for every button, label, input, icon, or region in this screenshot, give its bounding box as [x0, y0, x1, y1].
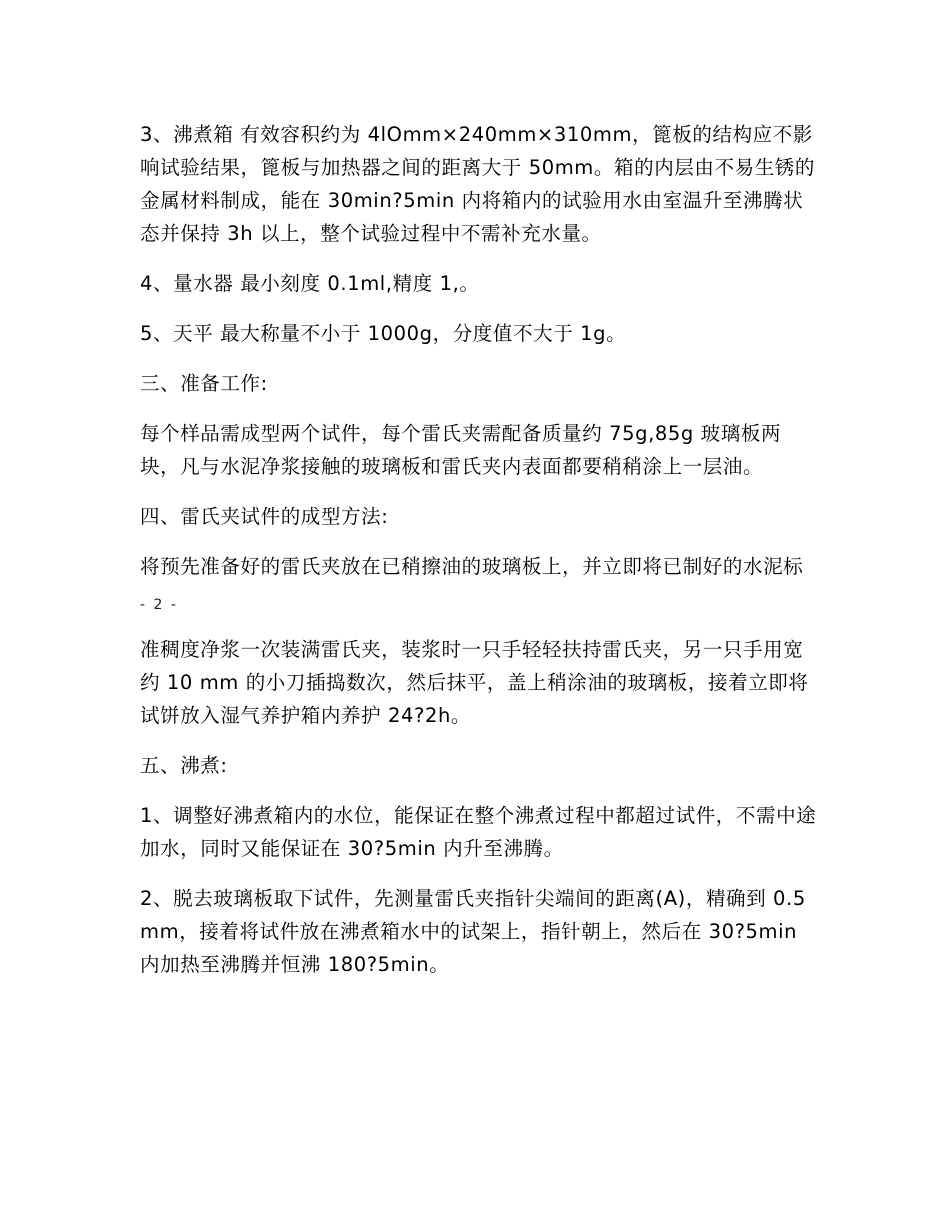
- paragraph-boiling-step-2: 2、脱去玻璃板取下试件，先测量雷氏夹指针尖端间的距离(A)，精确到 0.5 mm，接着将试件放在沸煮箱水中的试架上，指针朝上，然后在 30?5min 内加热至沸腾并恒沸 180?5min。: [140, 887, 813, 976]
- paragraph-forming-method: 将预先准备好的雷氏夹放在已稍擦油的玻璃板上，并立即将已制好的水泥标: [140, 555, 804, 578]
- paragraph-water-meter: 4、量水器 最小刻度 0.1ml,精度 1,。: [140, 272, 480, 295]
- paragraph-preparation: 每个样品需成型两个试件，每个雷氏夹需配备质量约 75g,85g 玻璃板两块，凡与水泥净浆接触的玻璃板和雷氏夹内表面都要稍稍涂上一层油。: [140, 422, 782, 478]
- document-page: [140, 118, 820, 981]
- heading-forming-method: 四、雷氏夹试件的成型方法:: [140, 505, 389, 528]
- paragraph-balance: 5、天平 最大称量不小于 1000g，分度值不大于 1g。: [140, 322, 627, 345]
- paragraph-boiling-box: 3、沸煮箱 有效容积约为 4lOmm×240mm×310mm，篦板的结构应不影响试验结果，篦板与加热器之间的距离大于 50mm。箱的内层由不易生锈的金属材料制成，能在 30min?5min 内将箱内的试验用水由室温升至沸腾状态并保持 3h 以上，整个试验过程中不需补充水量。: [140, 123, 816, 245]
- heading-preparation: 三、准备工作:: [140, 372, 268, 395]
- paragraph-boiling-step-1: 1、调整好沸煮箱内的水位，能保证在整个沸煮过程中都超过试件，不需中途加水，同时又能保证在 30?5min 内升至沸腾。: [140, 804, 817, 860]
- page-number: - 2 -: [140, 597, 178, 613]
- paragraph-filling: 准稠度净浆一次装满雷氏夹，装浆时一只手轻轻扶持雷氏夹，另一只手用宽约 10 mm 的小刀插捣数次，然后抹平，盖上稍涂油的玻璃板，接着立即将试饼放入湿气养护箱内养护 24?2h。: [140, 638, 809, 727]
- heading-boiling: 五、沸煮:: [140, 754, 228, 777]
